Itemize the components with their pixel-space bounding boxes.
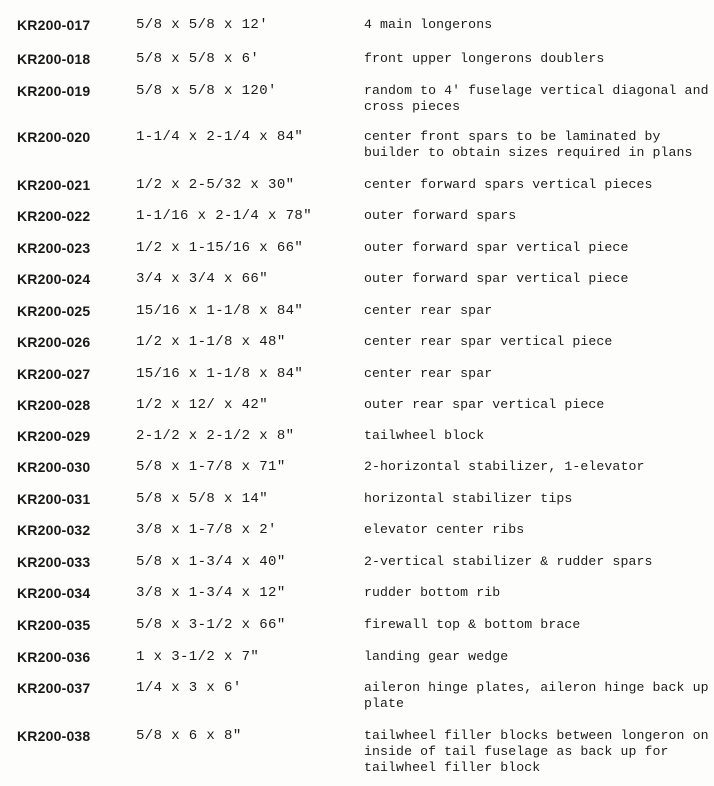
part-size: 15/16 x 1-1/8 x 84": [136, 303, 304, 319]
part-description: rudder bottom rib: [364, 585, 501, 600]
part-size: 3/4 x 3/4 x 66": [136, 271, 269, 287]
part-number: KR200-020: [17, 129, 91, 145]
part-number: KR200-019: [17, 83, 91, 99]
part-description: outer forward spar vertical piece: [364, 271, 629, 286]
part-size: 1 x 3-1/2 x 7": [136, 649, 260, 665]
part-size: 3/8 x 1-3/4 x 12": [136, 585, 286, 601]
part-description: horizontal stabilizer tips: [364, 491, 573, 506]
part-number: KR200-034: [17, 585, 91, 601]
part-number: KR200-027: [17, 366, 91, 382]
part-description: aileron hinge plates, aileron hinge back up plate: [364, 680, 709, 711]
part-number: KR200-022: [17, 208, 91, 224]
part-size: 1/4 x 3 x 6': [136, 680, 242, 696]
part-number: KR200-030: [17, 459, 91, 475]
part-size: 1/2 x 1-1/8 x 48": [136, 334, 286, 350]
part-number: KR200-033: [17, 554, 91, 570]
part-description: center rear spar vertical piece: [364, 334, 613, 349]
part-size: 1-1/4 x 2-1/4 x 84": [136, 129, 304, 145]
part-number: KR200-035: [17, 617, 91, 633]
part-description: front upper longerons doublers: [364, 51, 605, 66]
part-number: KR200-028: [17, 397, 91, 413]
part-number: KR200-036: [17, 649, 91, 665]
part-size: 1/2 x 2-5/32 x 30": [136, 177, 295, 193]
part-size: 5/8 x 5/8 x 120': [136, 83, 277, 99]
part-description: elevator center ribs: [364, 522, 525, 537]
part-number: KR200-025: [17, 303, 91, 319]
part-size: 3/8 x 1-7/8 x 2': [136, 522, 277, 538]
part-description: random to 4' fuselage vertical diagonal and cross pieces: [364, 83, 709, 114]
part-size: 5/8 x 5/8 x 6': [136, 51, 260, 67]
part-description: center rear spar: [364, 303, 493, 318]
part-number: KR200-038: [17, 728, 91, 744]
part-description: outer forward spars: [364, 208, 517, 223]
part-size: 5/8 x 5/8 x 14": [136, 491, 269, 507]
part-description: center rear spar: [364, 366, 493, 381]
part-description: 2-vertical stabilizer & rudder spars: [364, 554, 653, 569]
part-number: KR200-021: [17, 177, 91, 193]
part-description: tailwheel filler blocks between longeron on inside of tail fuselage as back up for tailwheel filler block: [364, 728, 709, 775]
part-description: 4 main longerons: [364, 17, 493, 32]
part-number: KR200-032: [17, 522, 91, 538]
part-number: KR200-017: [17, 17, 91, 33]
part-description: outer forward spar vertical piece: [364, 240, 629, 255]
part-size: 1-1/16 x 2-1/4 x 78": [136, 208, 313, 224]
part-size: 2-1/2 x 2-1/2 x 8": [136, 428, 295, 444]
part-size: 5/8 x 5/8 x 12': [136, 17, 269, 33]
part-size: 15/16 x 1-1/8 x 84": [136, 366, 304, 382]
part-size: 5/8 x 3-1/2 x 66": [136, 617, 286, 633]
part-description: center forward spars vertical pieces: [364, 177, 653, 192]
part-number: KR200-026: [17, 334, 91, 350]
part-number: KR200-023: [17, 240, 91, 256]
part-number: KR200-037: [17, 680, 91, 696]
part-number: KR200-031: [17, 491, 91, 507]
part-size: 1/2 x 12/ x 42": [136, 397, 269, 413]
part-number: KR200-018: [17, 51, 91, 67]
part-size: 1/2 x 1-15/16 x 66": [136, 240, 304, 256]
part-description: center front spars to be laminated by builder to obtain sizes required in plans: [364, 129, 693, 160]
part-number: KR200-024: [17, 271, 91, 287]
part-description: tailwheel block: [364, 428, 485, 443]
part-description: landing gear wedge: [364, 649, 509, 664]
part-size: 5/8 x 6 x 8": [136, 728, 242, 744]
part-description: outer rear spar vertical piece: [364, 397, 605, 412]
part-size: 5/8 x 1-3/4 x 40": [136, 554, 286, 570]
part-number: KR200-029: [17, 428, 91, 444]
part-description: firewall top & bottom brace: [364, 617, 581, 632]
part-description: 2-horizontal stabilizer, 1-elevator: [364, 459, 645, 474]
part-size: 5/8 x 1-7/8 x 71": [136, 459, 286, 475]
